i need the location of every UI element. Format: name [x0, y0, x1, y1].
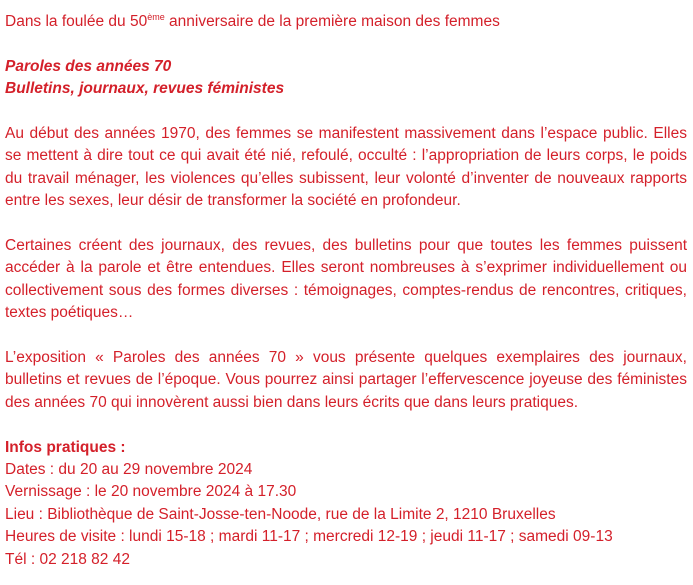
- intro-superscript: ème: [147, 12, 165, 22]
- spacer: [5, 414, 687, 436]
- title-line-2: Bulletins, journaux, revues féministes: [5, 80, 285, 98]
- infos-tel: Tél : 02 218 82 42: [5, 550, 130, 568]
- intro-after: anniversaire de la première maison des femmes: [164, 13, 500, 30]
- infos-dates: Dates : du 20 au 29 novembre 2024: [5, 461, 253, 479]
- infos-vernissage: Vernissage : le 20 novembre 2024 à 17.30: [5, 483, 297, 501]
- title-line-1: Paroles des années 70: [5, 57, 172, 75]
- spacer: [5, 101, 687, 123]
- infos-heures: Heures de visite : lundi 15-18 ; mardi 11-17 ; mercredi 12-19 ; jeudi 11-17 ; samedi 09-13: [5, 528, 613, 546]
- paragraph-intro: Au début des années 1970, des femmes se manifestent massivement dans l’espace public. Elles se mettent à dire tout ce qui avait été nié, refoulé, occulté : l’appropriation de leurs corps, le poids du travail ménager, les violences qu’elles subissent, leur volonté d’inventer de nouveaux rapports entre les sexes, leur désir de transformer la société en profondeur.: [5, 125, 687, 210]
- spacer: [5, 33, 687, 55]
- intro-before: Dans la foulée du 50: [5, 13, 148, 30]
- spacer: [5, 213, 687, 235]
- infos-heading: Infos pratiques :: [5, 438, 126, 456]
- spacer: [5, 325, 687, 347]
- infos-lieu: Lieu : Bibliothèque de Saint-Josse-ten-Noode, rue de la Limite 2, 1210 Bruxelles: [5, 505, 556, 523]
- intro-line: [5, 11, 687, 33]
- paragraph-journals: Certaines créent des journaux, des revues, des bulletins pour que toutes les femmes puissent accéder à la parole et être entendues. Elles seront nombreuses à s’exprimer individuellement ou collectivement sous des formes diverses : témoignages, comptes-rendus de rencontres, critiques, textes poétiques…: [5, 237, 687, 322]
- paragraph-exhibition: L’exposition « Paroles des années 70 » vous présente quelques exemplaires des journaux, bulletins et revues de l’époque. Vous pourrez ainsi partager l’effervescence joyeuse des féministes des années 70 qui innovèrent aussi bien dans leurs écrits que dans leurs pratiques.: [5, 349, 687, 411]
